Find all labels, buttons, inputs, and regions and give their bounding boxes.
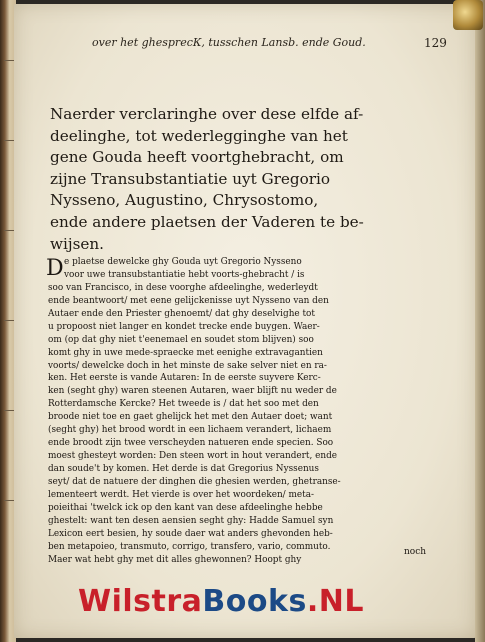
body-line: soo van Francisco, in dese voorghe afdeelinghe, wederleydt — [48, 282, 318, 293]
body-line: broode niet toe en gaet ghelijck het met den Autaer doet; want — [48, 412, 333, 423]
body-line: poieithai 'twelck ick op den kant van dese afdeelinghe hebbe — [48, 502, 323, 513]
body-line: voor uwe transubstantiatie hebt voorts-ghebracht / is — [64, 269, 305, 280]
heading-line: deelinghe, tot wederlegginghe van het — [50, 126, 348, 145]
body-line: dan soude't by komen. Het derde is dat Gregorius Nyssenus — [48, 464, 319, 474]
heading-line: Naerder verclaringhe over dese elfde af- — [50, 105, 364, 123]
body-line: lementeert werdt. Het vierde is over het woordeken/ meta- — [48, 489, 315, 500]
body-line: ken. Het eerste is vande Autaren: In de eerste suyvere Kerc- — [48, 373, 321, 384]
heading-line: Nysseno, Augustino, Chrysostomo, — [50, 191, 319, 210]
section-heading — [50, 104, 440, 255]
brass-clasp — [453, 0, 483, 30]
body-line: ende beantwoort/ met eene gelijckenisse uyt Nysseno van den — [48, 295, 329, 306]
watermark-part: .NL — [306, 584, 364, 619]
body-line: (seght ghy) het brood wordt in een lichaem verandert, lichaem — [48, 425, 332, 436]
catchword: noch — [404, 547, 427, 557]
heading-line: zijne Transubstantiatie uyt Gregorio — [50, 169, 331, 188]
body-line: Rotterdamsche Kercke? Het tweede is / dat het soo met den — [48, 399, 319, 410]
body-line: ghestelt: want ten desen aensien seght ghy: Hadde Samuel syn — [48, 515, 334, 526]
body-line: ende broodt zijn twee verscheyden natueren ende specien. Soo — [48, 438, 334, 449]
watermark-part: Books — [202, 584, 307, 619]
body-line: seyt/ dat de natuere der dinghen die ghesien werden, ghetranse- — [48, 476, 341, 487]
drop-cap: D — [46, 256, 64, 281]
body-line: Autaer ende den Priester ghenoemt/ dat ghy deselvighe tot — [48, 308, 315, 319]
body-line: voorts/ dewelcke doch in het minste de sake selver niet en ra- — [48, 360, 327, 371]
watermark-logo — [78, 582, 408, 622]
heading-line: wijsen. — [50, 234, 104, 253]
page-number: 129 — [424, 36, 447, 50]
heading-line: ende andere plaetsen der Vaderen te be- — [50, 212, 364, 231]
watermark-part: Wilstra — [78, 584, 203, 619]
body-line: Lexicon eert besien, hy soude daer wat anders ghevonden heb- — [48, 528, 333, 539]
body-line: Maer wat hebt ghy met dit alles ghewonnen? Hoopt ghy — [48, 554, 302, 565]
running-head: over het ghesprecК, tusschen Lansb. ende Goud. — [92, 36, 366, 49]
body-line: ben metapoieo, transmuto, corrigo, transfero, vario, commuto. — [48, 541, 331, 552]
book-right-edge — [475, 0, 485, 642]
body-line: komt ghy in uwe mede-spraecke met eenighe extravagantien — [48, 347, 323, 358]
body-line: moest ghesteyt worden: Den steen wort in hout verandert, ende — [48, 451, 337, 462]
body-line: om (op dat ghy niet t'eenemael en soudet stom blijven) soo — [48, 334, 314, 345]
body-text — [48, 256, 448, 567]
body-line: ken (seght ghy) waren steenen Autaren, waer blijft nu weder de — [48, 386, 337, 397]
body-line: u propoost niet langer en kondet trecke ende buygen. Waer- — [48, 321, 320, 332]
heading-line: gene Gouda heeft voortghebracht, om — [50, 148, 344, 167]
body-line: e plaetse dewelcke ghy Gouda uyt Gregorio Nysseno — [64, 257, 302, 267]
